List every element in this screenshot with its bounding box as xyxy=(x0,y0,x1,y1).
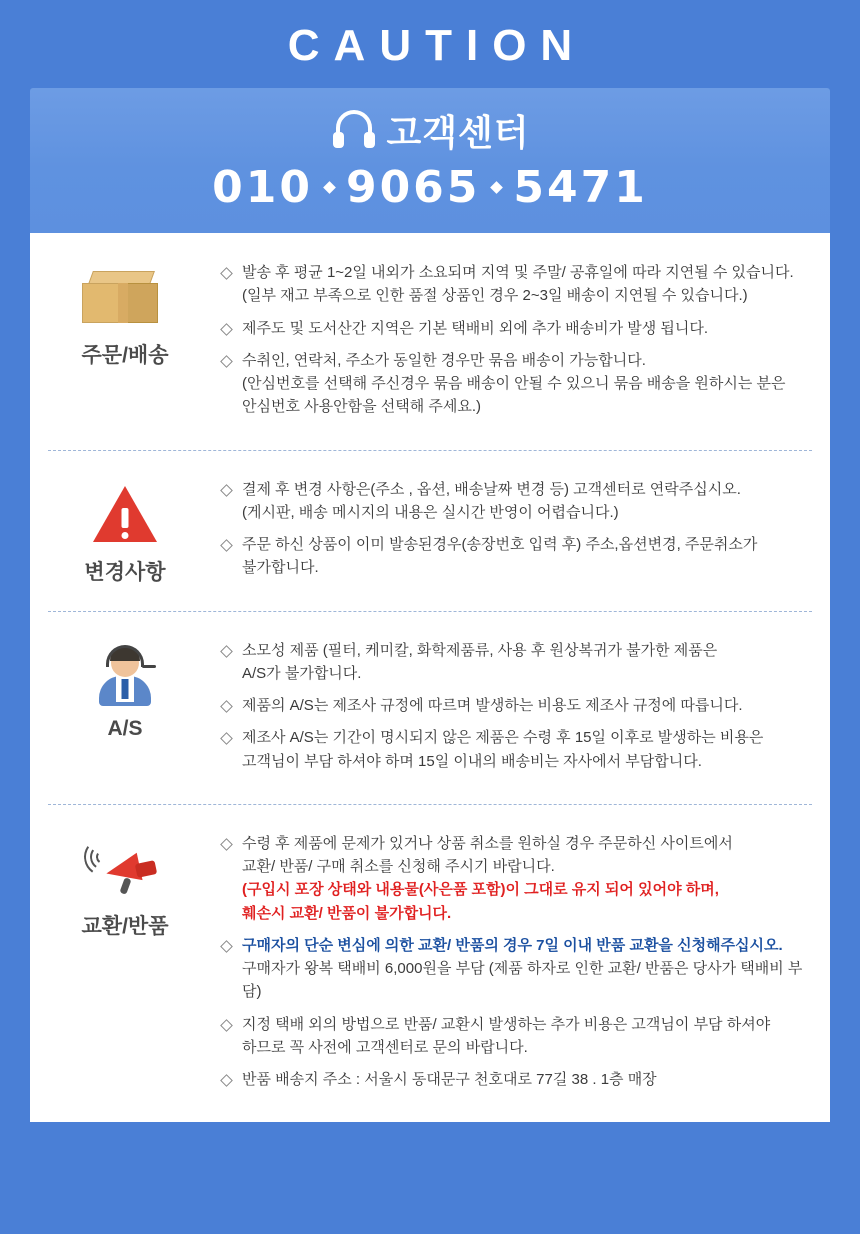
page-title: CAUTION xyxy=(287,21,587,70)
list-line: (일부 재고 부족으로 인한 품절 상품인 경우 2~3일 배송이 지연될 수 있습니다.) xyxy=(242,287,748,305)
list-line: 수령 후 제품에 문제가 있거나 상품 취소를 원하실 경우 주문하신 사이트에서 xyxy=(242,834,733,852)
agent-icon xyxy=(82,643,168,709)
phone-part-1: 010 xyxy=(212,162,313,213)
customer-center-banner xyxy=(30,88,830,233)
list-line: 지정 택배 외의 방법으로 반품/ 교환시 발생하는 추가 비용은 고객님이 부담 하셔야 xyxy=(242,1015,771,1033)
list-item xyxy=(220,726,806,773)
headset-icon xyxy=(330,108,378,152)
list-line: 소모성 제품 (필터, 케미칼, 화학제품류, 사용 후 원상복귀가 불가한 제품은 xyxy=(242,641,718,659)
section-icon-column xyxy=(30,259,220,369)
list-line: 제조사 A/S는 기간이 명시되지 않은 제품은 수령 후 15일 이후로 발생하는 비용은 xyxy=(242,729,764,747)
list-line-highlight: 구매자의 단순 변심에 의한 교환/ 반품의 경우 7일 이내 반품 교환을 신청해주십시오. xyxy=(242,936,783,954)
list-line: 반품 배송지 주소 : 서울시 동대문구 천호대로 77길 38 . 1층 매장 xyxy=(242,1071,657,1088)
list-item xyxy=(220,533,806,580)
list-item xyxy=(220,261,806,308)
list-line: 불가합니다. xyxy=(242,559,319,577)
list-line: 교환/ 반품/ 구매 취소를 신청해 주시기 바랍니다. xyxy=(242,858,555,875)
section-exchange-return xyxy=(30,804,830,1123)
list-item xyxy=(220,1013,806,1060)
phone-separator-icon xyxy=(323,181,336,194)
list-line: 제주도 및 도서산간 지역은 기본 택배비 외에 추가 배송비가 발생 됩니다. xyxy=(242,319,709,337)
bullet-list xyxy=(220,478,806,580)
phone-part-3: 5471 xyxy=(513,162,648,213)
customer-center-phone xyxy=(30,162,830,213)
list-line: 구매자가 왕복 택배비 6,000원을 부담 (제품 하자로 인한 교환/ 반품은 당사가 택배비 부담) xyxy=(242,960,803,1001)
section-body xyxy=(220,637,830,782)
section-body xyxy=(220,830,830,1101)
phone-separator-icon xyxy=(491,181,504,194)
warning-icon xyxy=(82,482,168,548)
customer-center-label: 고객센터 xyxy=(386,111,530,153)
list-line-highlight: (구입시 포장 상태와 내용물(사은품 포함)이 그대로 유지 되어 있어야 하며, xyxy=(242,881,719,899)
bullet-list xyxy=(220,261,806,419)
phone-part-2: 9065 xyxy=(345,162,481,213)
list-line: 하므로 꼭 사전에 고객센터로 문의 바랍니다. xyxy=(242,1038,528,1056)
list-item xyxy=(220,1068,806,1091)
list-item xyxy=(220,349,806,419)
section-as xyxy=(30,611,830,804)
list-line: 발송 후 평균 1~2일 내외가 소요되며 지역 및 주말/ 공휴일에 따라 지연될 수 있습니다. xyxy=(242,264,794,281)
notice-content-card xyxy=(30,233,830,1122)
section-body xyxy=(220,476,830,589)
section-changes xyxy=(30,450,830,611)
list-line: (안심번호를 선택해 주신경우 묶음 배송이 안될 수 있으니 묶음 배송을 원하시는 분은 xyxy=(242,375,786,392)
list-line: (게시판, 배송 메시지의 내용은 실시간 반영이 어렵습니다.) xyxy=(242,503,619,521)
list-line: 수취인, 연락처, 주소가 동일한 경우만 묶음 배송이 가능합니다. xyxy=(242,351,646,369)
bullet-list xyxy=(220,639,806,773)
list-item xyxy=(220,832,806,925)
list-item xyxy=(220,317,806,340)
package-icon xyxy=(82,265,168,331)
customer-center-title-row xyxy=(30,102,830,158)
list-line: 안심번호 사용안함을 선택해 주세요.) xyxy=(242,398,482,416)
list-item xyxy=(220,694,806,717)
list-line: 주문 하신 상품이 이미 발송된경우(송장번호 입력 후) 주소,옵션변경, 주문취소가 xyxy=(242,536,758,553)
list-line: 결제 후 변경 사항은(주소 , 옵션, 배송날짜 변경 등) 고객센터로 연락주십시오. xyxy=(242,480,741,498)
section-label: A/S xyxy=(107,716,143,740)
list-line-highlight: 훼손시 교환/ 반품이 불가합니다. xyxy=(242,904,452,922)
section-icon-column xyxy=(30,830,220,940)
megaphone-icon xyxy=(82,836,168,902)
footer-spacer xyxy=(0,1122,860,1160)
section-body xyxy=(220,259,830,428)
section-label: 교환/반품 xyxy=(81,914,169,938)
section-order-delivery xyxy=(30,233,830,450)
list-item xyxy=(220,639,806,686)
list-line: 제품의 A/S는 제조사 규정에 따르며 발생하는 비용도 제조사 규정에 따릅니다. xyxy=(242,697,743,714)
list-line: 고객님이 부담 하셔야 하며 15일 이내의 배송비는 자사에서 부담합니다. xyxy=(242,752,702,770)
section-label: 주문/배송 xyxy=(81,344,169,367)
list-line: A/S가 불가합니다. xyxy=(242,664,362,682)
section-icon-column xyxy=(30,637,220,741)
section-label: 변경사항 xyxy=(84,560,166,584)
list-item xyxy=(220,934,806,1004)
section-icon-column xyxy=(30,476,220,586)
list-item xyxy=(220,478,806,525)
bullet-list xyxy=(220,832,806,1092)
